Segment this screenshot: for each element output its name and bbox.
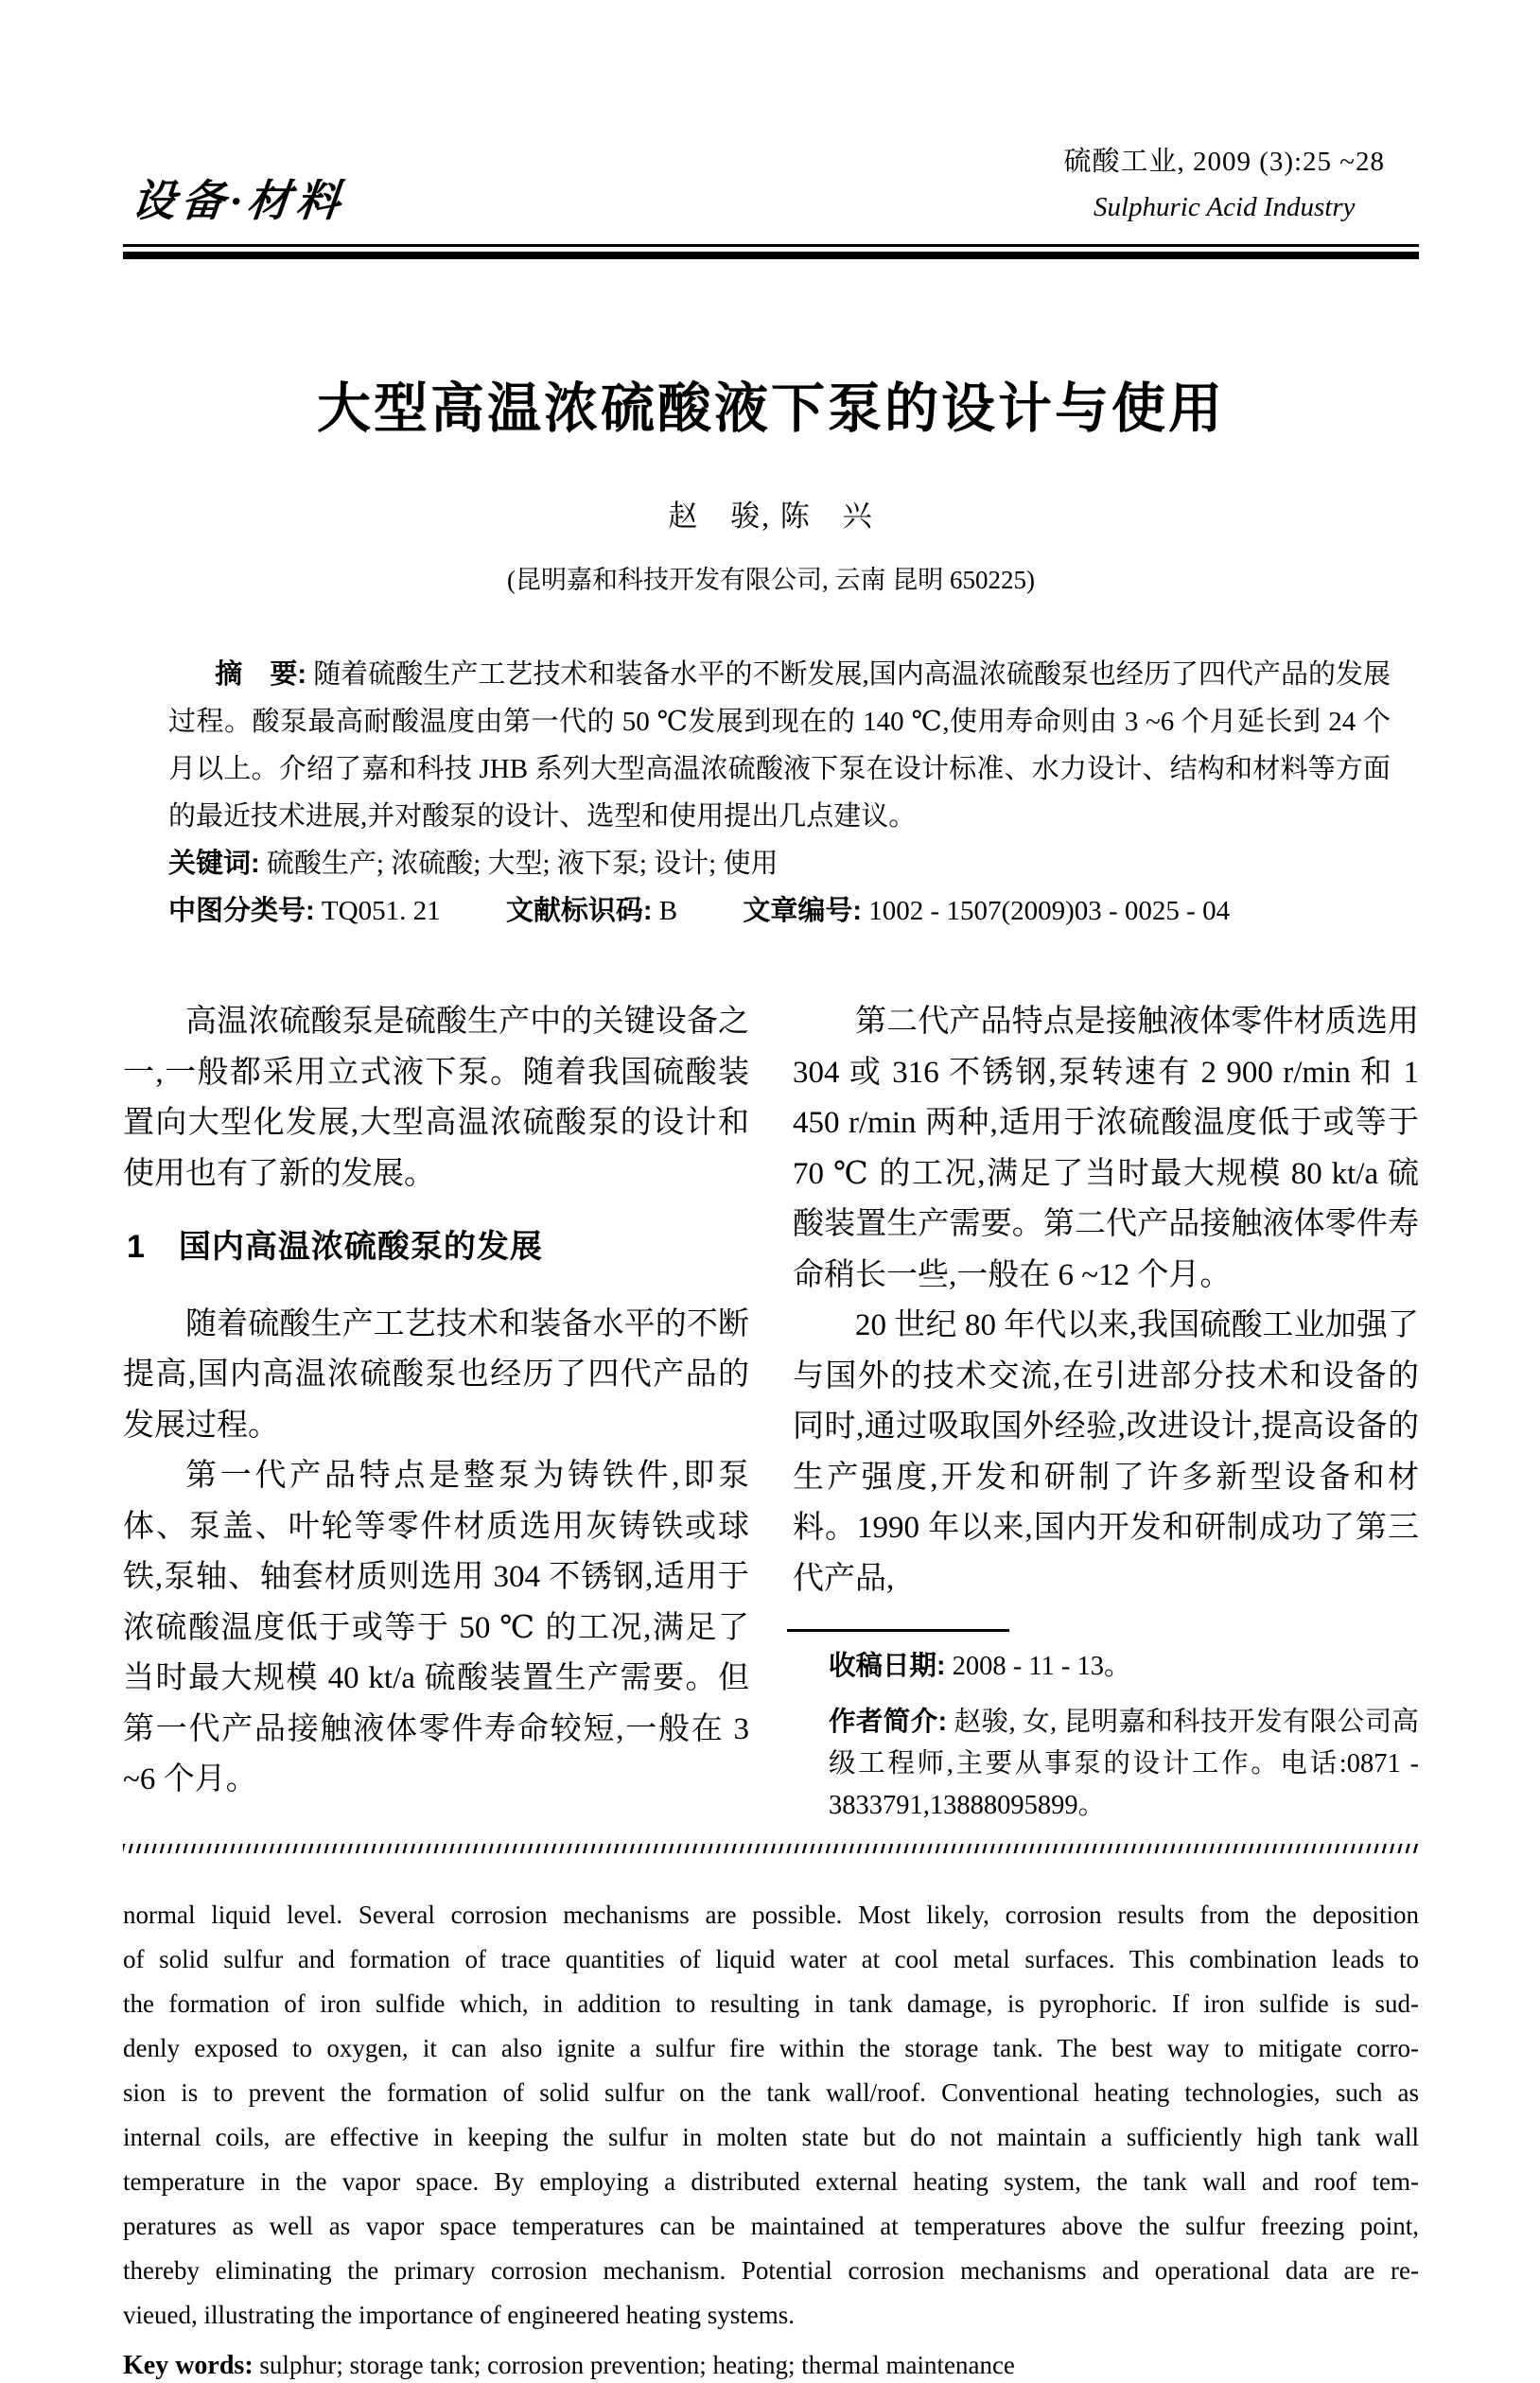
paragraph-intro: 高温浓硫酸泵是硫酸生产中的关键设备之一,一般都采用立式液下泵。随着我国硫酸装置向大型化发展,大型高温浓硫酸泵的设计和使用也有了新的发展。 xyxy=(123,1005,749,1191)
section-heading-1: 1 国内高温浓硫酸泵的发展 xyxy=(127,1229,543,1265)
english-keywords-text: sulphur; storage tank; corrosion prevention; heating; thermal maintenance xyxy=(259,2351,1015,2379)
received-date-label: 收稿日期: xyxy=(829,1651,946,1681)
english-line: thereby eliminating the primary corrosion mechanism. Potential corrosion mechanisms and operational data are re- xyxy=(123,2256,1419,2285)
header-rule-thick xyxy=(123,252,1419,259)
english-keywords-label: Key words: xyxy=(123,2351,254,2380)
english-keywords-line xyxy=(123,2343,1419,2383)
english-line: denly exposed to oxygen, it can also ignite a sulfur fire within the storage tank. The best way to mitigate corro- xyxy=(123,2034,1419,2062)
article-title: 大型高温浓硫酸液下泵的设计与使用 xyxy=(317,379,1225,439)
body-columns xyxy=(123,997,1419,1827)
masthead xyxy=(123,140,1419,259)
paragraph-development: 随着硫酸生产工艺技术和装备水平的不断提高,国内高温浓硫酸泵也经历了四代产品的发展过程。 xyxy=(123,1306,749,1443)
affiliation-line: (昆明嘉和科技开发有限公司, 云南 昆明 650225) xyxy=(507,566,1035,594)
keywords-label: 关键词: xyxy=(168,849,260,879)
english-abstract xyxy=(123,1893,1419,2383)
journal-info xyxy=(1063,140,1385,223)
paragraph-1980s: 20 世纪 80 年代以来,我国硫酸工业加强了与国外的技术交流,在引进部分技术和设备的同时,通过吸取国外经验,改进设计,提高设备的生产强度,开发和研制了许多新型设备和材料。1990 年以来,国内开发和研制成功了第三代产品, xyxy=(793,1308,1419,1596)
author-bio-line xyxy=(829,1701,1419,1827)
keywords-text: 硫酸生产; 浓硫酸; 大型; 液下泵; 设计; 使用 xyxy=(266,849,779,879)
article-id-value: 1002 - 1507(2009)03 - 0025 - 04 xyxy=(868,896,1231,926)
received-date-line xyxy=(829,1645,1419,1688)
doc-code-label: 文献标识码: xyxy=(505,896,653,926)
received-date-value: 2008 - 11 - 13。 xyxy=(952,1652,1131,1681)
clc-value: TQ051. 21 xyxy=(321,896,441,926)
english-line: vieued, illustrating the importance of engineered heating systems. xyxy=(123,2301,796,2329)
author-bio-label: 作者简介: xyxy=(829,1707,948,1737)
abstract-text: 随着硫酸生产工艺技术和装备水平的不断发展,国内高温浓硫酸泵也经历了四代产品的发展过程。酸泵最高耐酸温度由第一代的 50 ℃发展到现在的 140 ℃,使用寿命则由 3 ~6 个月延长到 24 个月以上。介绍了嘉和科技 JHB 系列大型高温浓硫酸液下泵在设计标准、水力设计、结构和材料等方面的最近技术进展,并对酸泵的设计、选型和使用提出几点建议。 xyxy=(168,659,1391,832)
abstract-paragraph xyxy=(168,651,1391,840)
journal-name-english: Sulphuric Acid Industry xyxy=(1093,192,1356,222)
abstract-section xyxy=(168,651,1391,935)
paragraph-first-generation: 第一代产品特点是整泵为铸铁件,即泵体、泵盖、叶轮等零件材质选用灰铸铁或球铁,泵轴、轴套材质则选用 304 不锈钢,适用于浓硫酸温度低于或等于 50 ℃ 的工况,满足了当时最大规模 40 kt/a 硫酸装置生产需要。但第一代产品接触液体零件寿命较短,一般在 3 ~6 个月。 xyxy=(123,1459,749,1796)
paragraph-second-generation: 第二代产品特点是接触液体零件材质选用 304 或 316 不锈钢,泵转速有 2 900 r/min 和 1 450 r/min 两种,适用于浓硫酸温度低于或等于 70 ℃ 的工况,满足了当时最大规模 80 kt/a 硫酸装置生产需要。第二代产品接触液体零件寿命稍长一些,一般在 6 ~12 个月。 xyxy=(793,1005,1419,1292)
right-column xyxy=(793,997,1419,1827)
english-line: sion is to prevent the formation of solid sulfur on the tank wall/roof. Conventional heating technologies, such as xyxy=(123,2078,1419,2107)
footnote xyxy=(793,1629,1419,1827)
doc-code-value: B xyxy=(658,896,678,926)
header-rule-thin xyxy=(123,244,1419,247)
clc-label: 中图分类号: xyxy=(168,896,315,926)
journal-citation: 硫酸工业, 2009 (3):25 ~28 xyxy=(1063,147,1385,177)
english-line: temperature in the vapor space. By employing a distributed external heating system, the tank wall and roof tem- xyxy=(123,2167,1419,2196)
authors-line: 赵 骏, 陈 兴 xyxy=(668,499,874,533)
english-line: normal liquid level. Several corrosion mechanisms are possible. Most likely, corrosion results from the deposition xyxy=(123,1901,1419,1929)
english-line: internal coils, are effective in keeping the sulfur in molten state but do not maintain a sufficiently high tank wall xyxy=(123,2123,1419,2151)
column-section-label: 设备·材料 xyxy=(129,177,348,225)
keywords-line xyxy=(168,840,1391,887)
english-line: the formation of iron sulfide which, in addition to resulting in tank damage, is pyrophoric. If iron sulfide is sud- xyxy=(123,1989,1419,2018)
author-bio-value: 赵骏, 女, 昆明嘉和科技开发有限公司高级工程师,主要从事泵的设计工作。电话:0871 - 3833791,13888095899。 xyxy=(829,1708,1419,1820)
classification-line xyxy=(168,887,1391,935)
english-line: peratures as well as vapor space temperatures can be maintained at temperatures above the sulfur freezing point, xyxy=(123,2212,1419,2240)
abstract-label: 摘 要: xyxy=(215,659,306,690)
dotted-separator xyxy=(123,1844,1419,1853)
english-line: of solid sulfur and formation of trace quantities of liquid water at cool metal surfaces. This combination leads to xyxy=(123,1945,1419,1973)
article-id-label: 文章编号: xyxy=(743,896,863,926)
footnote-rule xyxy=(787,1629,1009,1632)
left-column xyxy=(123,997,749,1827)
